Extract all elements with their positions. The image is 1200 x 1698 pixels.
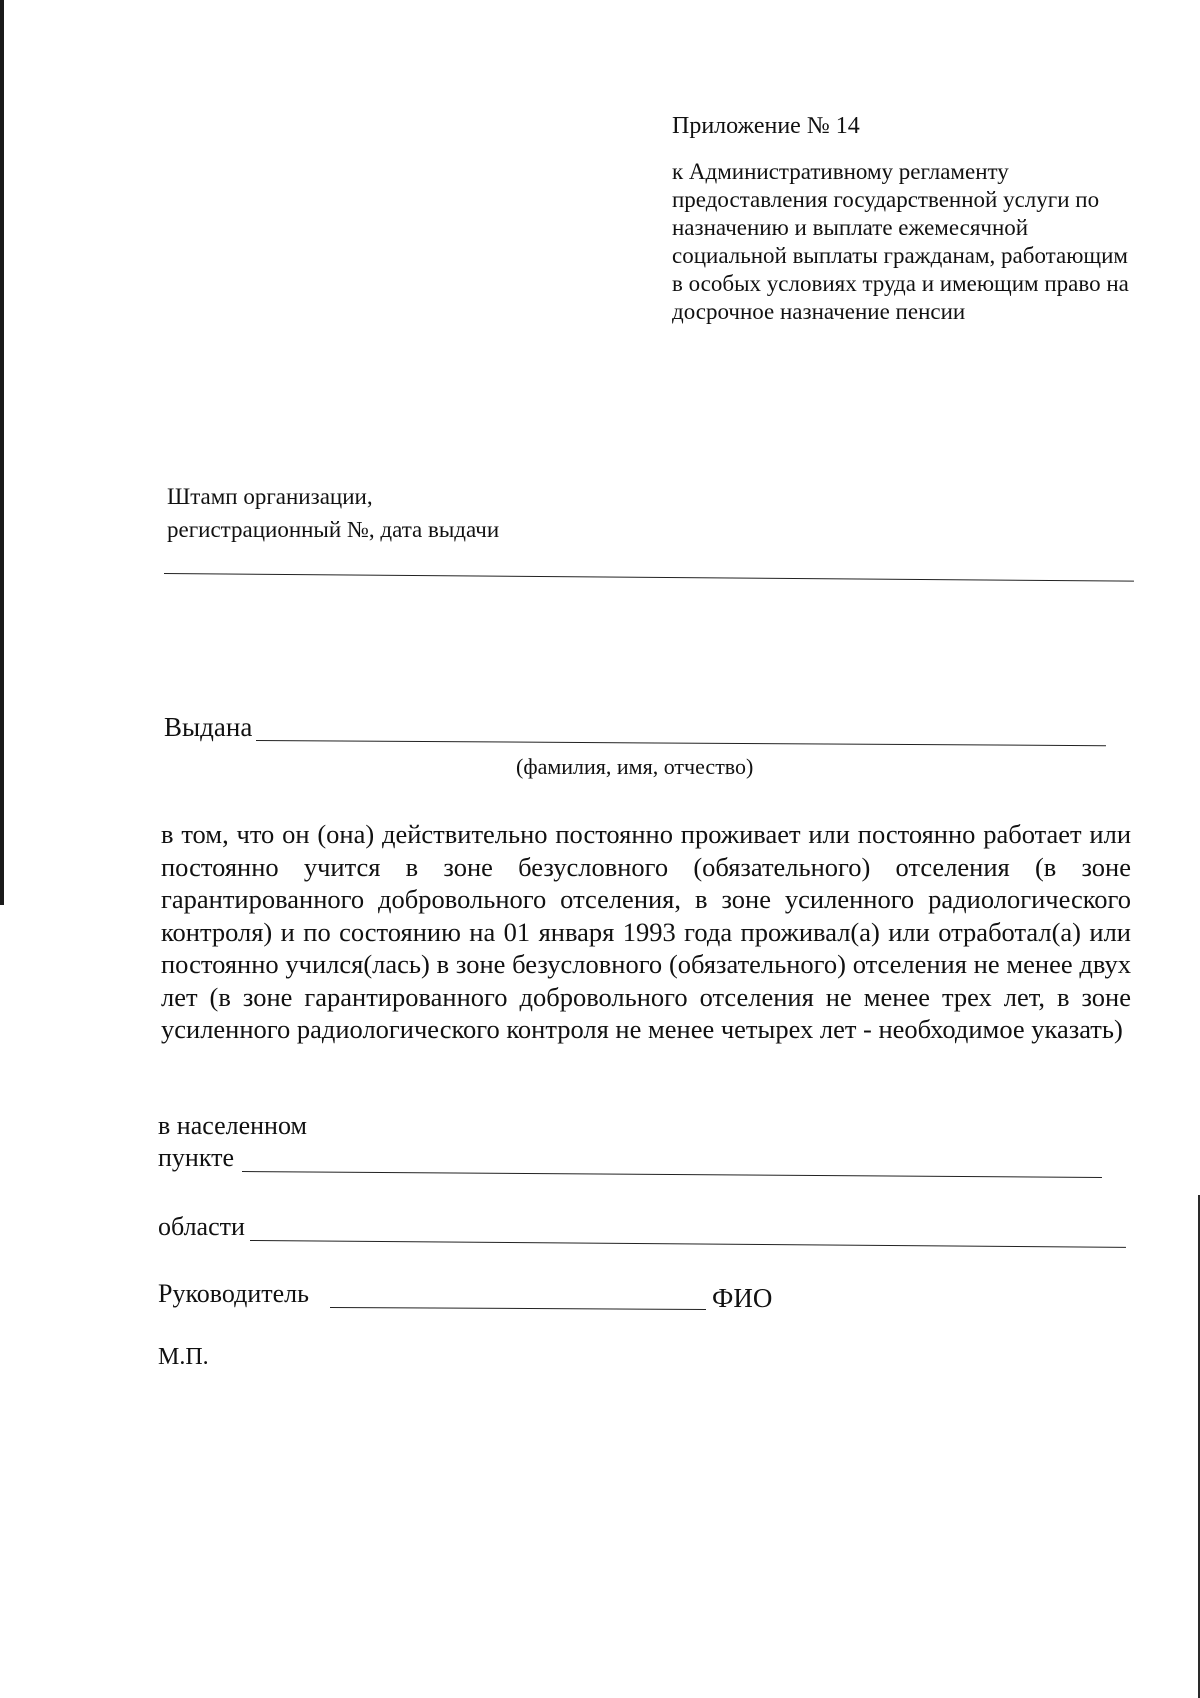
head-fio: ФИО — [712, 1283, 773, 1313]
stamp-underline — [164, 573, 1134, 582]
region-line — [250, 1240, 1126, 1248]
annex-title: Приложение № 14 — [672, 113, 860, 139]
head-label: Руководитель — [158, 1279, 309, 1308]
scan-edge-left — [0, 0, 4, 905]
locality-label-line-1: в населенном — [158, 1111, 307, 1140]
locality-label-line-2: пункте — [158, 1143, 235, 1172]
stamp-line-1: Штамп организации, — [167, 484, 373, 509]
locality-line — [242, 1171, 1102, 1178]
stamp-block — [167, 480, 499, 546]
region-label: области — [158, 1212, 245, 1241]
issued-name-line — [256, 740, 1106, 746]
annex-text: к Административному регламенту предоставления государственной услуги по назначению и выплате ежемесячной социальной выплаты гражданам, работающим в особых условиях труда и имеющим право на досрочное назначение пенсии — [672, 159, 1129, 324]
issued-caption: (фамилия, имя, отчество) — [516, 754, 754, 779]
seal-label: М.П. — [158, 1344, 209, 1370]
issued-label: Выдана — [164, 712, 253, 742]
stamp-line-2: регистрационный №, дата выдачи — [167, 517, 500, 542]
annex-block — [672, 112, 1142, 326]
certificate-body-text: в том, что он (она) действительно постоянно проживает или постоянно работает или постоянно учится в зоне безусловного (обязательного) отселения (в зоне гарантированного добровольного отселения, в зоне усиленного радиологического контроля) и по состоянию на 01 января 1993 года проживал(а) или отработал(а) или постоянно учился(лась) в зоне безусловного (обязательного) отселения не менее двух лет (в зоне гарантированного добровольного отселения не менее трех лет, в зоне усиленного радиологического контроля не менее четырех лет - необходимое указать) — [161, 819, 1131, 1044]
head-signature-line — [330, 1307, 706, 1310]
